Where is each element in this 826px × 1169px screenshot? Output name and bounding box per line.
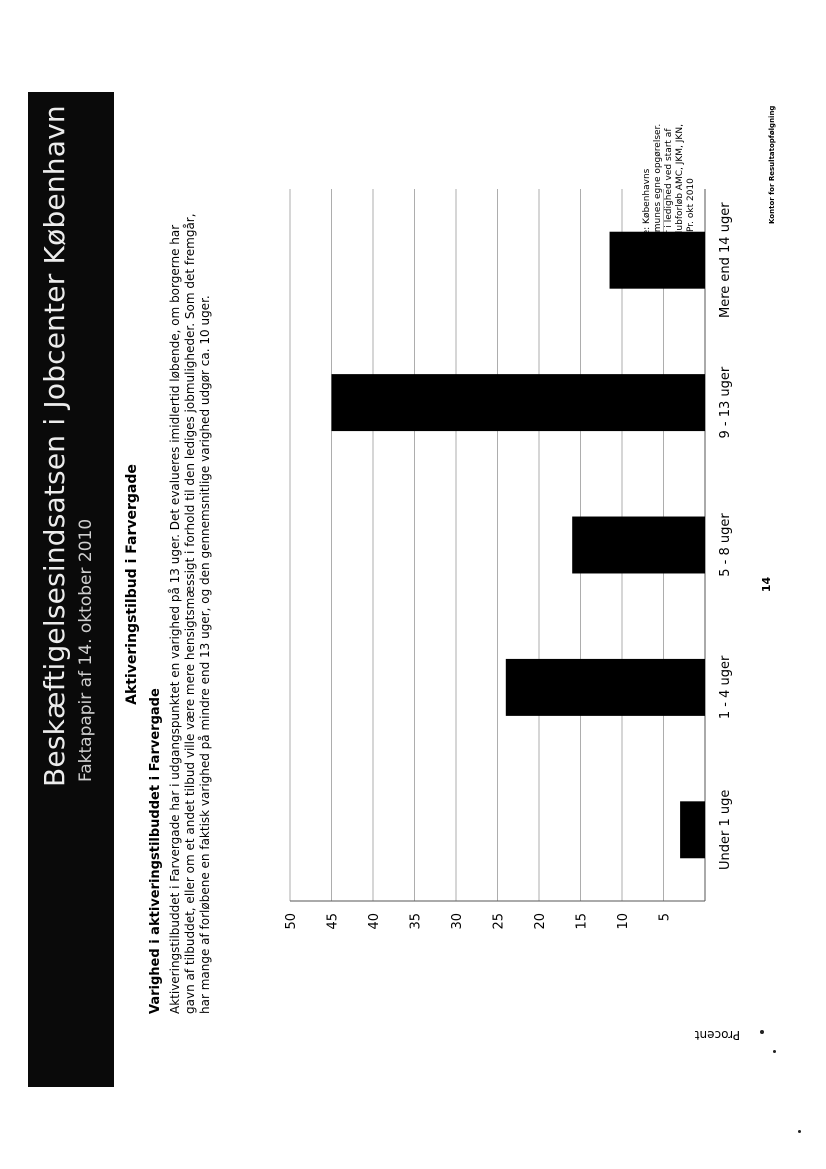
- y-tick-label: 30: [450, 913, 465, 930]
- bar-2: [506, 659, 705, 716]
- bar-1: [680, 801, 705, 858]
- paragraph-line: Aktiveringstilbuddet i Farvergade har i udgangspunktet en varighed på 13 uger. Det evalueres imidlertid løbende, om borgerne har: [168, 224, 182, 1014]
- y-tick-label: 45: [325, 913, 341, 930]
- section-title: Aktiveringstilbud i Farvergade: [124, 464, 140, 705]
- y-tick-label: 5: [657, 913, 673, 922]
- paragraph-line: gavn af tilbuddet, eller om et andet tilbud ville være mere hensigtsmæssigt i forhold til den lediges jobmuligheder. Som det fremgår,: [183, 213, 197, 1014]
- x-category-label: 9 - 13 uger: [718, 366, 733, 439]
- y-tick-label: 25: [491, 913, 507, 930]
- source-note: [642, 102, 697, 252]
- scan-speck: [760, 1030, 764, 1034]
- y-axis-title: Procent: [694, 1028, 741, 1042]
- header-title: Beskæftigelsesindsatsen i Jobcenter København: [38, 105, 71, 787]
- x-category-label: Under 1 uge: [718, 789, 733, 870]
- y-tick-label: 40: [367, 913, 382, 930]
- y-tick-label: 20: [533, 913, 548, 930]
- body-paragraph: [168, 114, 213, 1014]
- source-line: Kommunes egne opgørelser.: [653, 123, 663, 252]
- paragraph-line: har mange af forløbene en faktisk varighed på mindre end 13 uger, og den gennemsnitlige varighed udgør ca. 10 uger.: [198, 295, 212, 1014]
- x-category-label: 5 - 8 uger: [718, 513, 733, 577]
- x-category-label: 1 - 4 uger: [718, 655, 733, 720]
- source-line: Uger i ledighed ved start af: [664, 128, 674, 252]
- scan-speck: [798, 1130, 801, 1133]
- y-tick-label: 10: [616, 913, 631, 930]
- source-line: jobklubforløb AMC, JKM, JKN,: [675, 124, 685, 252]
- y-tick-label: 15: [574, 913, 590, 930]
- subsection-title: Varighed i aktiveringstilbuddet i Farvergade: [148, 688, 163, 1014]
- bar-3: [572, 517, 705, 574]
- y-tick-label: 35: [408, 913, 424, 930]
- page-number: 14: [760, 576, 773, 593]
- source-line: Kilde: Københavns: [642, 168, 652, 252]
- duration-bar-chart: [260, 169, 780, 1069]
- header-subtitle: Faktapapir af 14. oktober 2010: [76, 518, 96, 782]
- x-category-label: Mere end 14 uger: [718, 202, 733, 318]
- bar-4: [332, 374, 706, 431]
- header-banner: [28, 92, 114, 1087]
- source-line: JKS. Pr. okt 2010: [686, 178, 696, 252]
- scan-speck: [773, 1050, 776, 1053]
- office-footer: Kontor for Resultatopfølgning: [768, 105, 776, 224]
- y-tick-label: 50: [284, 913, 299, 930]
